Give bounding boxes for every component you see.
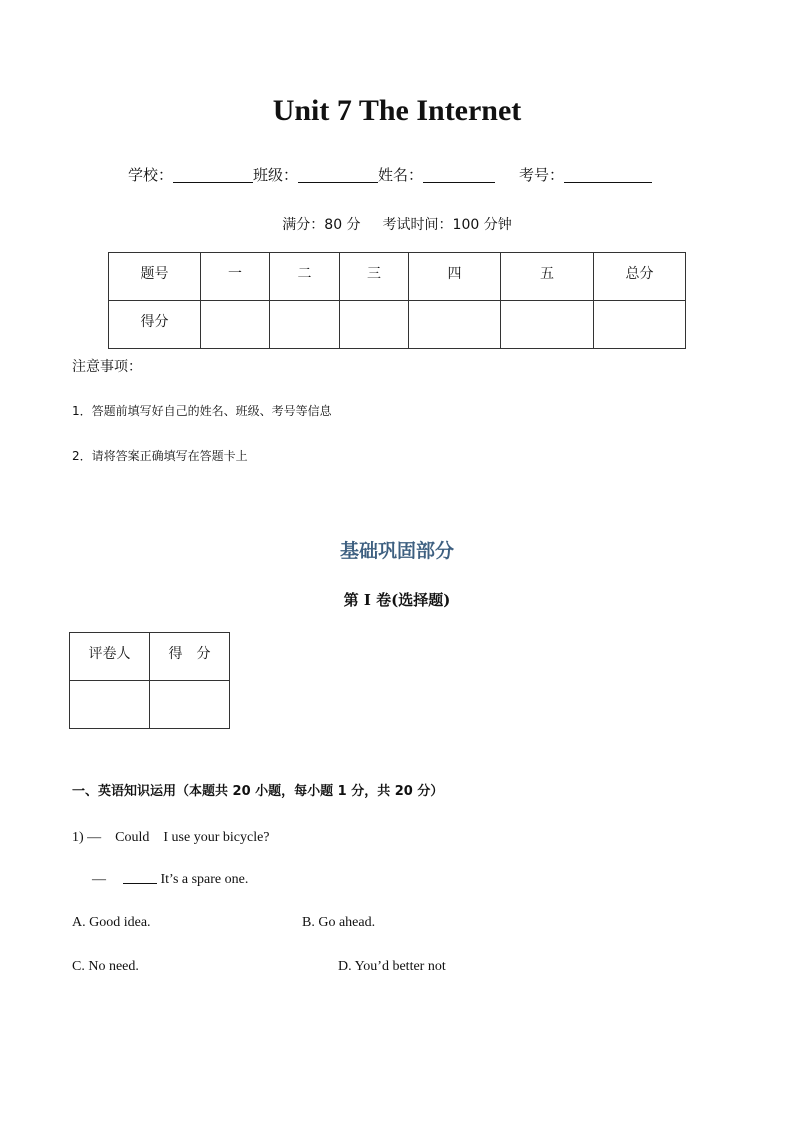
score-cell[interactable] bbox=[201, 301, 270, 349]
score-row-label: 得分 bbox=[109, 301, 201, 349]
option-d[interactable]: D. You’d better not bbox=[338, 959, 446, 974]
score-cell[interactable] bbox=[409, 301, 501, 349]
reply-dash: — bbox=[92, 872, 106, 887]
student-info-row bbox=[128, 164, 652, 185]
grader-entry-cell[interactable] bbox=[150, 681, 230, 729]
name-label: 姓名： bbox=[378, 166, 424, 184]
option-a[interactable]: A. Good idea. bbox=[72, 915, 151, 930]
score-cell[interactable] bbox=[594, 301, 686, 349]
option-c[interactable]: C. No need. bbox=[72, 959, 139, 974]
score-table-header-cell: 二 bbox=[270, 253, 340, 301]
score-table-header-cell: 五 bbox=[501, 253, 594, 301]
score-table-header-cell: 题号 bbox=[109, 253, 201, 301]
score-cell[interactable] bbox=[501, 301, 594, 349]
score-table-header-cell: 三 bbox=[340, 253, 409, 301]
score-table-header-cell: 一 bbox=[201, 253, 270, 301]
part-one-heading: 一、英语知识运用（本题共 20 小题，每小题 1 分，共 20 分） bbox=[72, 784, 444, 799]
notice-item: 1．答题前填写好自己的姓名、班级、考号等信息 bbox=[72, 404, 332, 418]
score-cell[interactable] bbox=[340, 301, 409, 349]
grader-table bbox=[69, 632, 230, 729]
grader-header-cell: 得 分 bbox=[150, 633, 230, 681]
page-title: Unit 7 The Internet bbox=[272, 94, 522, 127]
question-1-reply bbox=[92, 870, 248, 888]
school-label: 学校： bbox=[128, 166, 174, 184]
score-table-score-row bbox=[109, 301, 686, 349]
score-cell[interactable] bbox=[270, 301, 340, 349]
school-blank[interactable] bbox=[173, 166, 253, 183]
reply-text: It’s a spare one. bbox=[160, 872, 249, 887]
class-label: 班级： bbox=[253, 166, 299, 184]
name-blank[interactable] bbox=[423, 166, 495, 183]
section-heading: 基础巩固部分 bbox=[339, 540, 454, 562]
full-marks: 满分：80 分 bbox=[282, 217, 361, 233]
exam-number-blank[interactable] bbox=[564, 166, 652, 183]
grader-table-entry-row bbox=[70, 681, 230, 729]
score-table bbox=[108, 252, 686, 349]
notice-item: 2．请将答案正确填写在答题卡上 bbox=[72, 449, 248, 463]
score-table-header-row bbox=[109, 253, 686, 301]
grader-entry-cell[interactable] bbox=[70, 681, 150, 729]
exam-number-label: 考号： bbox=[519, 166, 565, 184]
score-time-line bbox=[0, 214, 794, 234]
volume-title: 第 I 卷(选择题) bbox=[343, 591, 451, 609]
notice-title: 注意事项： bbox=[72, 359, 142, 375]
answer-blank[interactable] bbox=[123, 870, 157, 884]
score-table-header-cell: 总分 bbox=[594, 253, 686, 301]
class-blank[interactable] bbox=[298, 166, 378, 183]
option-b[interactable]: B. Go ahead. bbox=[302, 915, 376, 930]
score-table-header-cell: 四 bbox=[409, 253, 501, 301]
question-1-prompt: 1) — Could I use your bicycle? bbox=[72, 830, 270, 845]
grader-table-header-row bbox=[70, 633, 230, 681]
exam-time: 考试时间：100 分钟 bbox=[382, 217, 512, 233]
grader-header-cell: 评卷人 bbox=[70, 633, 150, 681]
